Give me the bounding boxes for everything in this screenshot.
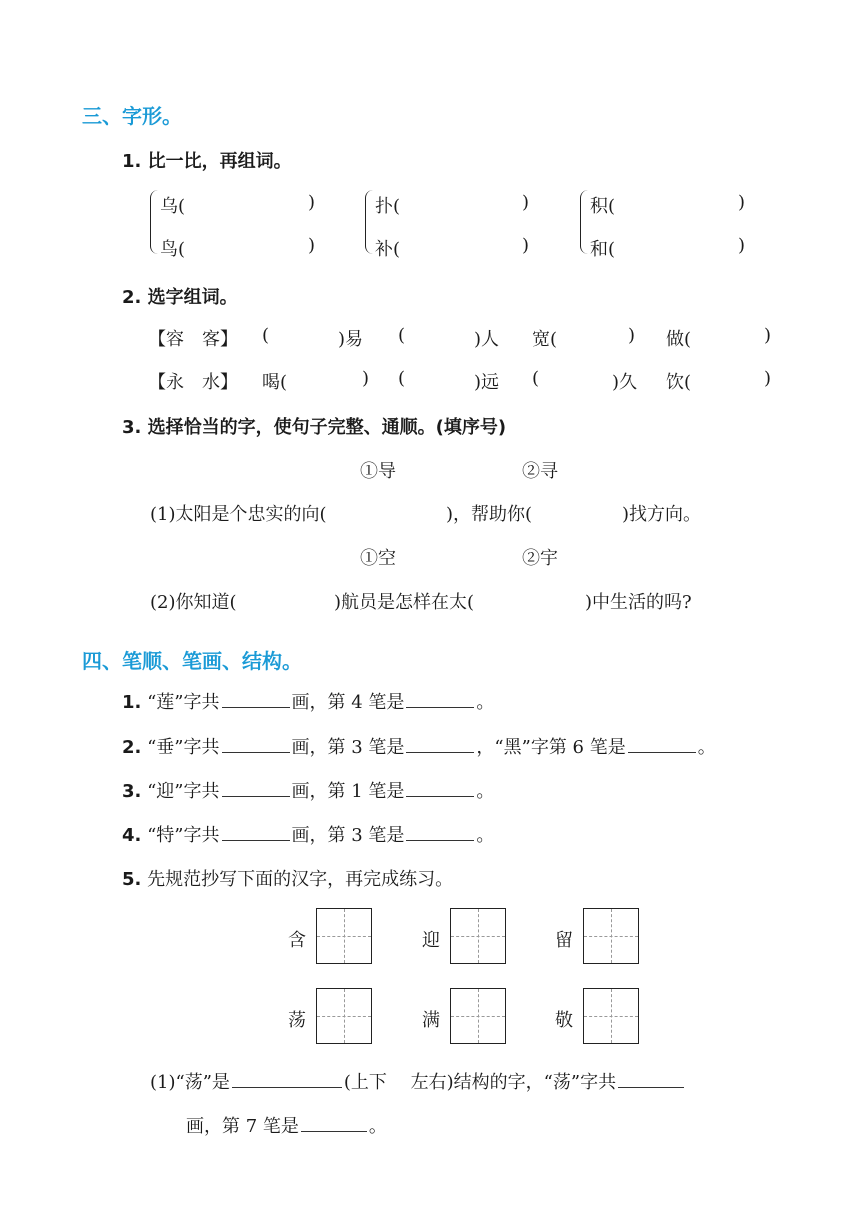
char-label: 含 xyxy=(288,930,306,951)
writing-grid[interactable] xyxy=(583,988,639,1044)
q2-row2-e: ( xyxy=(532,368,540,389)
q2-row1-c: ( xyxy=(398,325,406,346)
l3-c: 。 xyxy=(476,781,495,802)
char-label: 满 xyxy=(422,1010,440,1031)
l4-b: 画，第 3 笔是 xyxy=(291,825,405,846)
blank[interactable] xyxy=(222,795,290,797)
brace-1 xyxy=(150,190,159,254)
brace-2 xyxy=(365,190,374,254)
q2-row2-group: 【永 水】 xyxy=(148,372,238,393)
pair3-top-close: ) xyxy=(738,192,746,213)
pair2-bottom-close: ) xyxy=(522,235,530,256)
writing-grid[interactable] xyxy=(316,908,372,964)
blank[interactable] xyxy=(406,795,474,797)
blank[interactable] xyxy=(406,706,474,708)
writing-grid[interactable] xyxy=(583,908,639,964)
q2-row1-f: ) xyxy=(628,325,636,346)
sub1a: (1)“荡”是 xyxy=(150,1072,230,1093)
pair2-top-close: ) xyxy=(522,192,530,213)
pair1-bottom-close: ) xyxy=(308,235,316,256)
l5-text: 先规范抄写下面的汉字，再完成练习。 xyxy=(147,869,454,890)
q2-row1-g: 做( xyxy=(666,329,692,350)
blank[interactable] xyxy=(406,751,474,753)
q2-row2-g: 饮( xyxy=(666,372,692,393)
s4-line5 xyxy=(122,865,453,891)
blank[interactable] xyxy=(222,839,290,841)
brace-3 xyxy=(580,190,589,254)
s4-line4 xyxy=(122,821,494,847)
l2-num: 2. xyxy=(122,737,142,758)
pair3-bottom-close: ) xyxy=(738,235,746,256)
q3-s1b: )，帮助你( xyxy=(446,504,533,525)
l1-a: “莲”字共 xyxy=(147,692,220,713)
q3-s2c: )中生活的吗? xyxy=(585,592,692,613)
q2-row2-a: 喝( xyxy=(262,372,288,393)
pair3-bottom: 和( xyxy=(590,239,616,260)
q3-s2b: )航员是怎样在太( xyxy=(334,592,475,613)
q3-opt1-b: ②寻 xyxy=(522,461,558,482)
writing-grid[interactable] xyxy=(450,908,506,964)
q3-opt2-b: ②宇 xyxy=(522,548,558,569)
q3-s2a: (2)你知道( xyxy=(150,592,237,613)
q3-opt1-a: ①导 xyxy=(360,461,396,482)
char-label: 迎 xyxy=(422,930,440,951)
l4-num: 4. xyxy=(122,825,142,846)
q2-row1-e: 宽( xyxy=(532,329,558,350)
blank[interactable] xyxy=(618,1086,684,1088)
q2-row1-a: ( xyxy=(262,325,270,346)
q3-s1c: )找方向。 xyxy=(622,504,702,525)
l3-num: 3. xyxy=(122,781,142,802)
q2-row2-b: ) xyxy=(362,368,370,389)
sub1b: (上下 左右)结构的字，“荡”字共 xyxy=(343,1072,617,1093)
s4-line3 xyxy=(122,777,494,803)
blank[interactable] xyxy=(222,706,290,708)
l3-a: “迎”字共 xyxy=(147,781,220,802)
q2-row2-h: ) xyxy=(764,368,772,389)
sub1d: 。 xyxy=(368,1116,387,1137)
section3-title: 三、字形。 xyxy=(82,104,182,128)
q2-heading: 2. 选字组词。 xyxy=(122,287,238,308)
l1-num: 1. xyxy=(122,692,142,713)
char-label: 敬 xyxy=(555,1010,573,1031)
q2-row2-c: ( xyxy=(398,368,406,389)
s4-line1 xyxy=(122,688,494,714)
l2-d: 。 xyxy=(697,737,716,758)
l5-num: 5. xyxy=(122,869,142,890)
pair1-top: 乌( xyxy=(160,196,186,217)
l1-b: 画，第 4 笔是 xyxy=(291,692,405,713)
q3-s1a: (1)太阳是个忠实的向( xyxy=(150,504,327,525)
pair2-top: 扑( xyxy=(375,196,401,217)
pair2-bottom: 补( xyxy=(375,239,401,260)
char-label: 留 xyxy=(555,930,573,951)
q2-row1-h: ) xyxy=(764,325,772,346)
l2-a: “垂”字共 xyxy=(147,737,220,758)
pair1-top-close: ) xyxy=(308,192,316,213)
l4-a: “特”字共 xyxy=(147,825,220,846)
l4-c: 。 xyxy=(476,825,495,846)
blank[interactable] xyxy=(301,1130,367,1132)
writing-grid[interactable] xyxy=(450,988,506,1044)
blank[interactable] xyxy=(222,751,290,753)
s4-line2 xyxy=(122,733,716,759)
q3-heading: 3. 选择恰当的字，使句子完整、通顺。(填序号) xyxy=(122,417,507,438)
section4-title: 四、笔顺、笔画、结构。 xyxy=(82,649,302,673)
q2-row2-d: )远 xyxy=(474,372,500,393)
blank[interactable] xyxy=(628,751,696,753)
pair3-top: 积( xyxy=(590,196,616,217)
pair1-bottom: 鸟( xyxy=(160,239,186,260)
l2-c: ，“黑”字第 6 笔是 xyxy=(476,737,626,758)
l3-b: 画，第 1 笔是 xyxy=(291,781,405,802)
sub1-line2 xyxy=(186,1112,387,1138)
blank[interactable] xyxy=(232,1086,342,1088)
char-label: 荡 xyxy=(288,1010,306,1031)
l2-b: 画，第 3 笔是 xyxy=(291,737,405,758)
q2-row1-d: )人 xyxy=(474,329,500,350)
blank[interactable] xyxy=(406,839,474,841)
q1-heading: 1. 比一比，再组词。 xyxy=(122,151,292,172)
q2-row1-b: )易 xyxy=(338,329,364,350)
q3-opt2-a: ①空 xyxy=(360,548,396,569)
l1-c: 。 xyxy=(476,692,495,713)
q2-row2-f: )久 xyxy=(612,372,638,393)
writing-grid[interactable] xyxy=(316,988,372,1044)
sub1c: 画，第 7 笔是 xyxy=(186,1116,299,1137)
sub1-line1 xyxy=(150,1068,686,1094)
q2-row1-group: 【容 客】 xyxy=(148,329,238,350)
